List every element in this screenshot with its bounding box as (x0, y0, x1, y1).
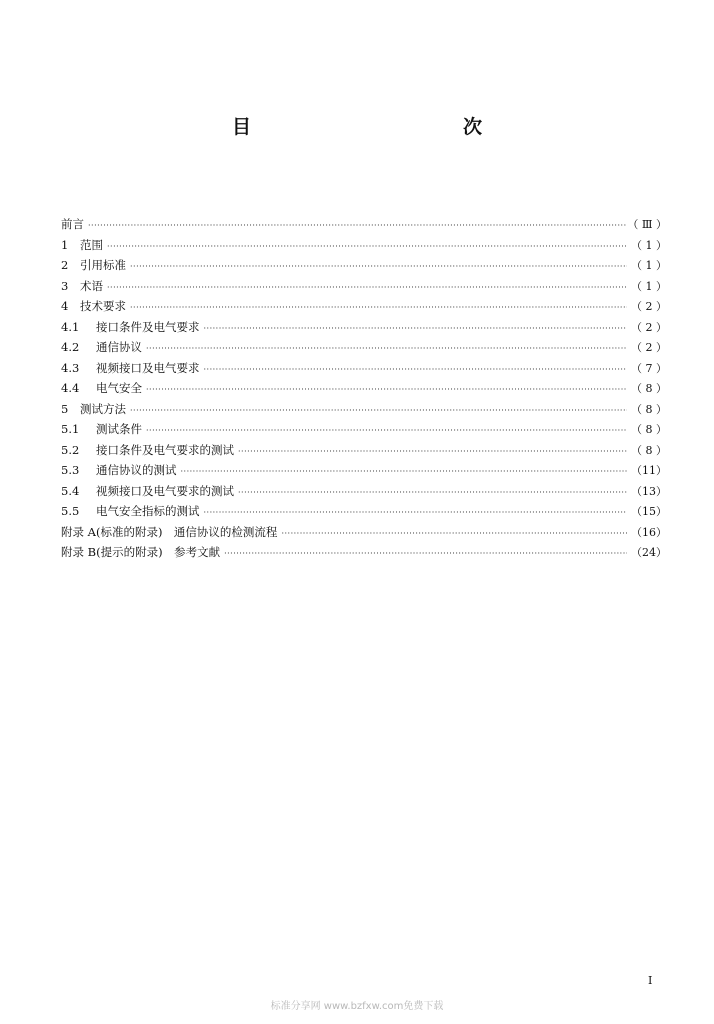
toc-entry-page: （ 1 ） (631, 279, 667, 293)
toc-entry-page: （ Ⅲ ） (627, 218, 667, 231)
toc-entry-label: 测试方法 (80, 401, 126, 416)
toc-entry-page: （ 8 ） (631, 402, 667, 416)
toc-entry-label: 前言 (61, 217, 84, 231)
toc-entry[interactable] (61, 317, 667, 338)
dot-leader (130, 257, 627, 278)
page-number: I (648, 974, 653, 987)
table-of-contents (61, 214, 667, 563)
toc-entry-number: 5.5 (61, 504, 80, 518)
toc-entry-number: 5.2 (61, 442, 80, 457)
toc-entry-page: （ 8 ） (631, 382, 667, 395)
toc-entry-number: 4.3 (61, 360, 80, 375)
dot-leader (204, 319, 628, 340)
toc-entry[interactable] (61, 440, 667, 461)
toc-entry-page: （ 8 ） (631, 423, 667, 436)
toc-entry[interactable] (61, 378, 667, 399)
toc-entry-number: 4.2 (61, 340, 80, 354)
toc-entry-page: （15） (631, 505, 667, 518)
toc-entry-label: 附录 A(标准的附录) 通信协议的检测流程 (61, 524, 278, 539)
page-title: 目 次 (231, 116, 540, 138)
toc-entry-label: 接口条件及电气要求的测试 (96, 442, 234, 457)
toc-entry-page: （ 2 ） (631, 320, 667, 334)
toc-entry[interactable] (61, 522, 667, 543)
toc-entry-number: 4.4 (61, 381, 80, 395)
toc-entry-page: （ 1 ） (631, 238, 667, 252)
toc-entry[interactable] (61, 337, 667, 358)
dot-leader (238, 442, 627, 463)
toc-entry[interactable] (61, 399, 667, 420)
toc-entry-label: 电气安全指标的测试 (96, 504, 200, 518)
dot-leader (146, 421, 627, 442)
toc-entry-page: （ 8 ） (631, 443, 667, 457)
toc-entry-label: 范围 (80, 237, 103, 252)
dot-leader (204, 360, 628, 381)
toc-entry-label: 视频接口及电气要求的测试 (96, 483, 234, 498)
dot-leader (281, 524, 627, 545)
dot-leader (107, 237, 627, 258)
dot-leader (88, 216, 627, 237)
toc-entry-number: 5 (61, 401, 69, 416)
toc-entry-label: 接口条件及电气要求 (96, 319, 200, 334)
toc-entry-label: 电气安全 (96, 381, 142, 395)
toc-entry-page: （16） (631, 525, 667, 539)
dot-leader (130, 401, 627, 422)
toc-entry-page: （ 7 ） (631, 361, 667, 375)
toc-entry-number: 4.1 (61, 319, 80, 334)
toc-entry-number: 5.4 (61, 483, 80, 498)
toc-entry[interactable] (61, 276, 667, 297)
toc-entry-page: （ 2 ） (631, 300, 667, 313)
watermark-text: 标准分享网 www.bzfxw.com免费下载 (270, 1001, 444, 1012)
toc-entry-page: （ 2 ） (631, 341, 667, 354)
toc-entry-number: 1 (61, 237, 69, 252)
toc-entry-page: （11） (631, 464, 667, 477)
toc-entry[interactable] (61, 235, 667, 256)
dot-leader (238, 483, 627, 504)
dot-leader (130, 298, 627, 319)
dot-leader (146, 339, 627, 360)
toc-entry-number: 4 (61, 299, 69, 313)
toc-entry[interactable] (61, 214, 667, 235)
toc-entry-number: 5.3 (61, 463, 80, 477)
toc-entry-label: 引用标准 (80, 258, 126, 272)
toc-entry-page: （13） (631, 484, 667, 498)
toc-entry-number: 2 (61, 258, 69, 272)
toc-entry[interactable] (61, 481, 667, 502)
toc-entry-label: 视频接口及电气要求 (96, 360, 200, 375)
toc-entry-number: 5.1 (61, 422, 80, 436)
toc-entry[interactable] (61, 542, 667, 563)
toc-entry[interactable] (61, 501, 667, 522)
toc-entry[interactable] (61, 358, 667, 379)
dot-leader (204, 503, 628, 524)
dot-leader (181, 462, 628, 483)
dot-leader (146, 380, 627, 401)
toc-entry-label: 通信协议 (96, 340, 142, 354)
dot-leader (224, 544, 627, 565)
toc-entry-page: （24） (631, 546, 667, 559)
toc-entry[interactable] (61, 419, 667, 440)
toc-entry-label: 技术要求 (80, 299, 126, 313)
toc-entry[interactable] (61, 296, 667, 317)
toc-entry-number: 3 (61, 278, 69, 293)
toc-entry-label: 通信协议的测试 (96, 463, 177, 477)
toc-entry-label: 测试条件 (96, 422, 142, 436)
toc-entry-label: 术语 (80, 278, 103, 293)
toc-entry[interactable] (61, 460, 667, 481)
dot-leader (107, 278, 627, 299)
toc-entry-page: （ 1 ） (631, 259, 667, 272)
toc-entry[interactable] (61, 255, 667, 276)
toc-entry-label: 附录 B(提示的附录) 参考文献 (61, 545, 221, 559)
